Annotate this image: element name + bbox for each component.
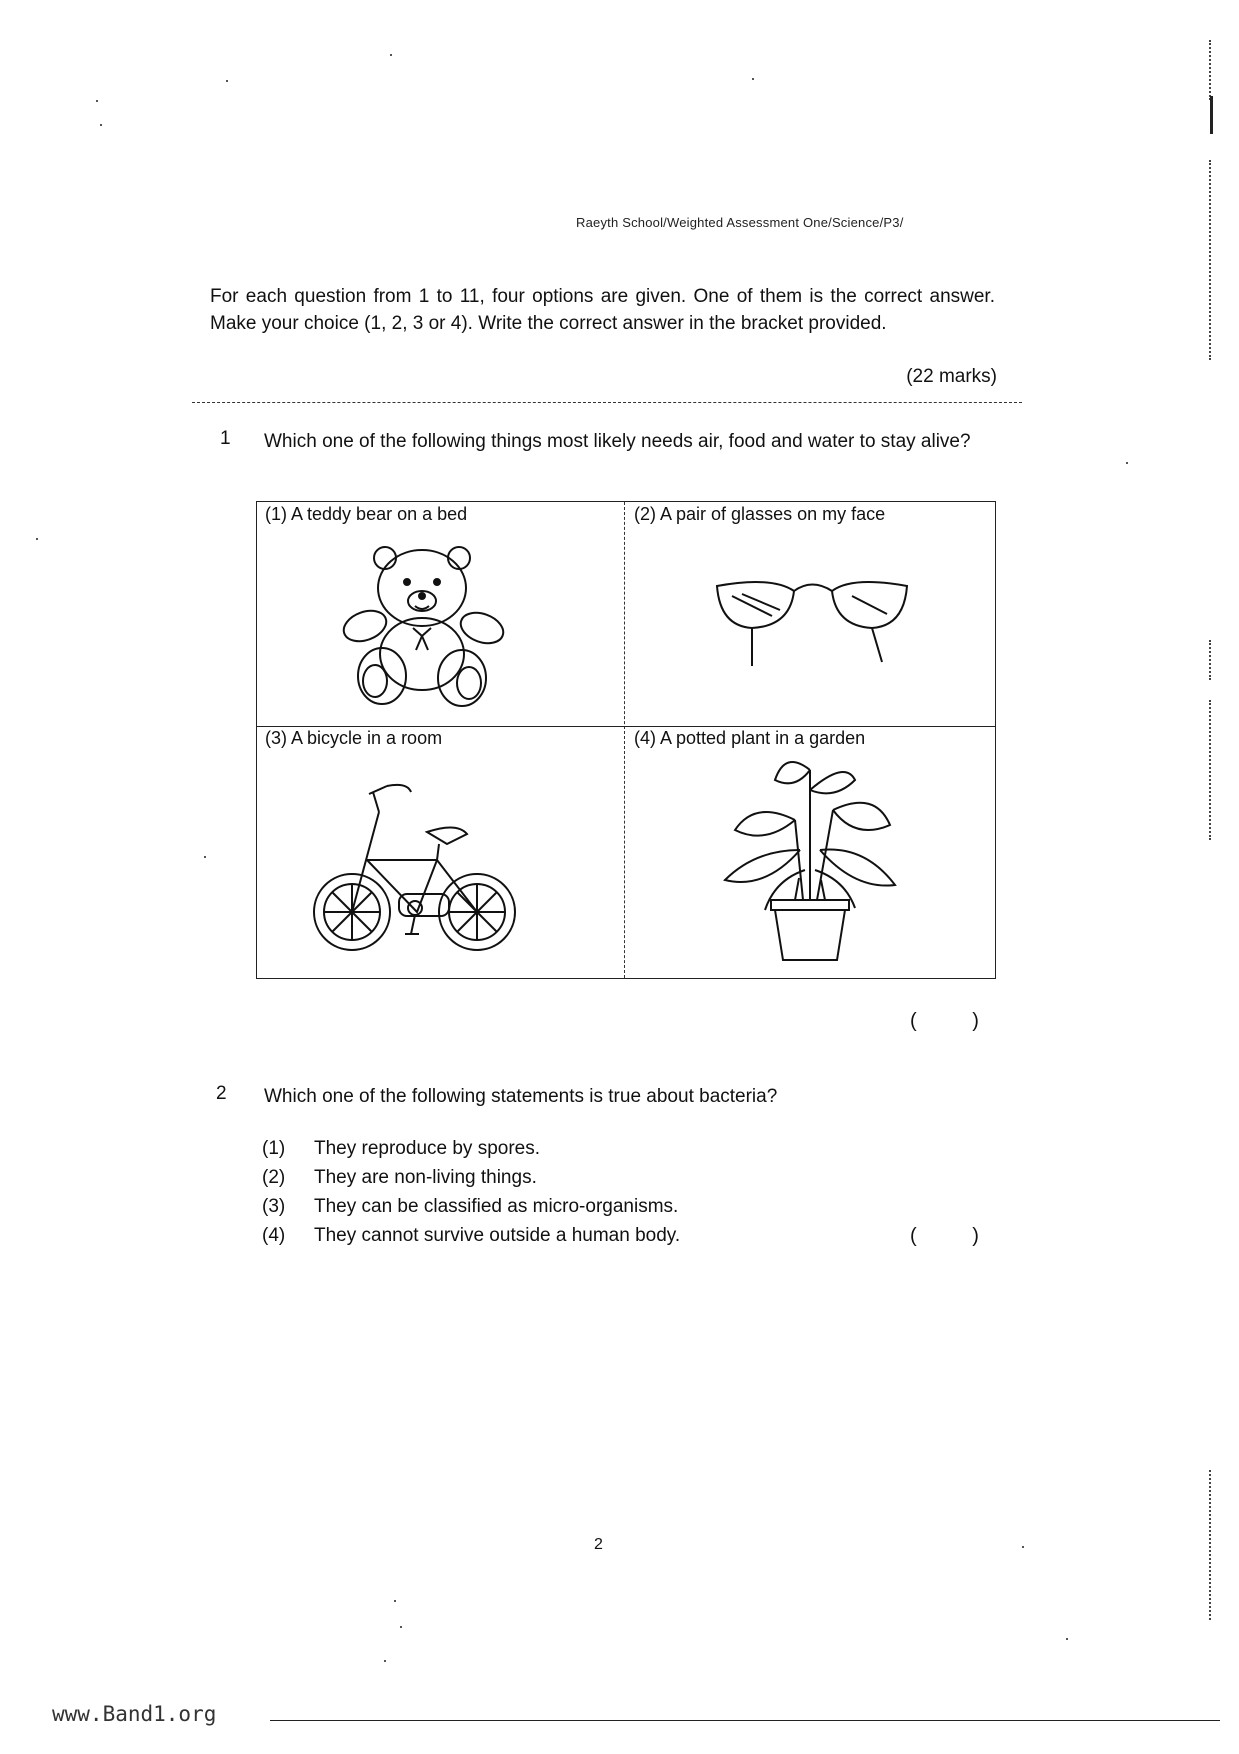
option-number: (2) [262,1167,286,1188]
option-1-label: (1) A teddy bear on a bed [265,504,468,524]
footer-rule [270,1720,1220,1721]
option-number: (4) [262,1225,286,1246]
question-2-option [262,1167,537,1189]
option-number: (3) [262,1196,286,1217]
edge-mark [1209,640,1211,680]
edge-mark [1209,700,1211,840]
question-1-text: Which one of the following things most likely needs air, food and water to stay alive? [264,431,971,452]
option-text: They are non-living things. [314,1167,537,1188]
question-2-answer-bracket[interactable]: ( ) [910,1225,979,1247]
teddy-bear-illustration [337,546,537,706]
instructions: For each question from 1 to 11, four options are given. One of them is the correct answer. Make your choice (1, 2, 3 or 4). Write the correct answer in the bracket provided. [210,286,995,334]
glasses-illustration [712,566,912,676]
question-1-answer-bracket[interactable]: ( ) [910,1010,979,1032]
edge-mark [1210,96,1213,134]
question-2-number: 2 [216,1083,227,1104]
question-1-number: 1 [220,428,231,449]
section-divider [192,402,1022,403]
potted-plant-illustration [715,750,905,970]
option-2-label: (2) A pair of glasses on my face [634,504,886,524]
question-2-option [262,1138,540,1160]
option-text: They reproduce by spores. [314,1138,541,1159]
option-4-label: (4) A potted plant in a garden [634,728,866,748]
question-2-option [262,1225,680,1247]
page-header: Raeyth School/Weighted Assessment One/Science/P3/ [576,215,904,230]
total-marks: (22 marks) [906,366,997,387]
option-text: They cannot survive outside a human body. [314,1225,681,1246]
option-3-label: (3) A bicycle in a room [265,728,443,748]
bicycle-illustration [307,782,527,962]
edge-mark [1209,160,1211,360]
edge-mark [1209,1470,1211,1620]
page-number: 2 [594,1536,603,1553]
question-2-text: Which one of the following statements is true about bacteria? [264,1086,778,1107]
edge-mark [1209,40,1211,100]
footer-url: www.Band1.org [52,1702,217,1726]
question-2-option [262,1196,678,1218]
question-1-options-grid [256,501,996,979]
option-number: (1) [262,1138,286,1159]
option-text: They can be classified as micro-organisms. [314,1196,679,1217]
